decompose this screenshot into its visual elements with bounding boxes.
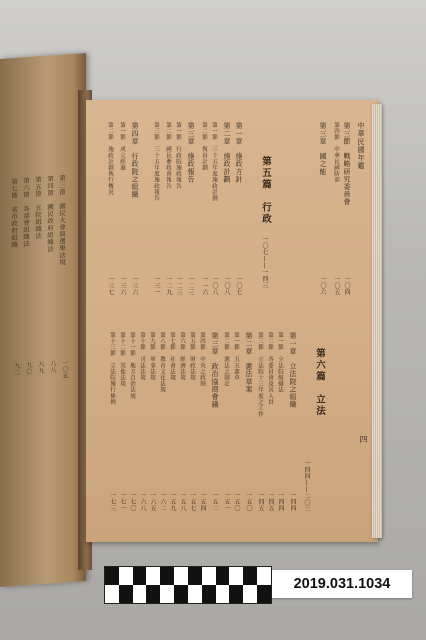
calibration-square [229,585,243,603]
toc-entry: 第二節 憲法之制定 [223,332,229,387]
calibration-square [188,585,202,603]
toc-entry: 第三節 三十五年度施政報告 [153,122,159,202]
toc-page: 一〇七 [235,276,242,296]
toc-page: 一四五 [267,492,274,512]
toc-page: 一四五 [257,492,264,512]
toc-page: 一五〇 [233,492,240,512]
left-page [0,53,86,587]
page-stack-edge [372,104,382,538]
toc-page: 一〇四 [343,276,350,296]
calibration-square [160,585,174,603]
toc-page: 一二九 [165,276,172,296]
calibration-square [243,567,257,585]
calibration-square [202,585,216,603]
toc-entry: 第三節 戰略研究委員會 [343,122,351,206]
calibration-square [216,585,230,603]
left-page-number: 八八 [49,360,56,374]
toc-page: 一七〇 [129,492,136,512]
toc-entry: 第二章 施政計劃 [223,122,231,183]
toc-page: 一四四 [289,492,296,512]
calibration-square [119,585,133,603]
calibration-square [174,585,188,603]
toc-entry: 第一章 立法院之組織 [289,332,297,408]
running-head-page: 四 [359,435,368,444]
left-page-number: 九二 [13,362,20,377]
toc-entry: 第二節 各委員會及其人員 [267,332,273,406]
toc-entry: 第三章 施政報告 [187,122,195,183]
toc-page: 一五〇 [245,492,252,512]
toc-page: 一二三 [187,276,194,296]
toc-page: 一五八 [179,492,186,512]
toc-page: 一四四 [277,492,284,512]
left-page-column: 第五節 五院組織法 [34,176,42,240]
left-page-number: 九〇 [25,361,32,376]
right-page [86,100,378,542]
toc-entry: 第四章 行政院之組織 [131,122,139,198]
toc-page: 一一六 [201,276,208,296]
left-page-column: 第三節 國民大會與選舉法規 [58,174,66,266]
toc-entry: 第一章 施政方針 [235,122,243,183]
left-page-number: 一〇五 [61,359,68,380]
toc-entry: 第九節 軍事法規 [149,332,155,381]
toc-page: 一五二 [211,492,218,512]
toc-entry: 第一節 五五憲草 [233,332,239,381]
left-page-column: 第七節 省市政府組織 [10,177,18,249]
toc-page: 一五四 [199,492,206,512]
calibration-square [216,567,230,585]
toc-entry: 第一節 三十五年度施政計劃 [211,122,217,202]
calibration-square [202,567,216,585]
toc-page: 一二三 [175,276,182,296]
toc-entry: 第七節 社會法規 [169,332,175,381]
toc-entry: 第三節 立法院十三年度之工作 [257,332,263,418]
toc-page: 一七一 [119,492,126,512]
part-heading: 第六篇 立法 [314,348,325,417]
toc-page: 一三七 [107,276,114,296]
toc-page: 一三六 [119,276,126,296]
left-page-column: 第六節 各部會組織法 [22,176,30,248]
toc-entry: 第十三節 立法院施行條例 [109,332,115,406]
calibration-square [160,567,174,585]
toc-entry: 第六節 經濟法規 [179,332,185,381]
calibration-square [257,567,271,585]
calibration-square [174,567,188,585]
calibration-square [105,567,119,585]
toc-page: 一〇八 [211,276,218,296]
left-page-column: 第四節 國民政府組織法 [46,175,54,253]
toc-entry: 第十二節 其他法規 [119,332,125,387]
calibration-square [105,585,119,603]
calibration-square [146,585,160,603]
calibration-row-bottom [105,585,271,603]
calibration-square [146,567,160,585]
toc-page: 一〇五 [333,276,340,296]
toc-entry: 第三章 國之能 [319,122,327,176]
toc-entry: 第二章 憲法草案 [245,332,253,393]
toc-page: 一五七 [189,492,196,512]
calibration-square [188,567,202,585]
toc-entry: 第一節 成立經過 [119,122,125,171]
accession-number-label: 2019.031.1034 [272,570,412,598]
toc-entry: 第一節 立法院組織法 [277,332,283,393]
left-page-number: 八九 [37,360,44,375]
toc-page: 一六八 [139,492,146,512]
toc-entry: 第二節 國民參政會報告 [165,122,171,190]
toc-page: 一七三 [109,492,116,512]
calibration-square [133,567,147,585]
toc-entry: 第十節 司法法規 [139,332,145,381]
calibration-square [133,585,147,603]
calibration-square [257,585,271,603]
toc-page: 一五九 [169,492,176,512]
toc-page: 一三一 [153,276,160,296]
toc-entry: 第二節 施政計劃執行概況 [107,122,113,196]
toc-entry: 第四節 中華民國防部 [333,122,339,183]
toc-entry: 第十一節 地方自治法規 [129,332,135,400]
toc-page: 一六二 [159,492,166,512]
color-calibration-bar [104,566,272,604]
toc-entry: 第二節 復員計劃 [201,122,207,171]
toc-entry: 第三章 政治協商會議 [211,332,219,408]
calibration-square [229,567,243,585]
calibration-square [119,567,133,585]
toc-entry: 第五節 財政法規 [189,332,195,381]
toc-entry: 第四節 中央之政制 [199,332,205,387]
calibration-row-top [105,567,271,585]
part-page-range: 一四四——二〇二 [303,460,310,513]
toc-page: 一〇六 [319,276,326,296]
toc-entry: 第八節 教育文化法規 [159,332,165,393]
calibration-square [243,585,257,603]
toc-page: 一六五 [149,492,156,512]
toc-page: 一〇八 [223,276,230,296]
toc-entry: 第一節 行政院施政報告 [175,122,181,190]
toc-page: 一五一 [223,492,230,512]
part-page-range: 一〇七——一四三 [261,236,268,289]
running-head-title: 中華民國年鑑 [357,122,365,170]
toc-page: 一三六 [131,276,138,296]
part-heading: 第五篇 行政 [260,156,271,225]
